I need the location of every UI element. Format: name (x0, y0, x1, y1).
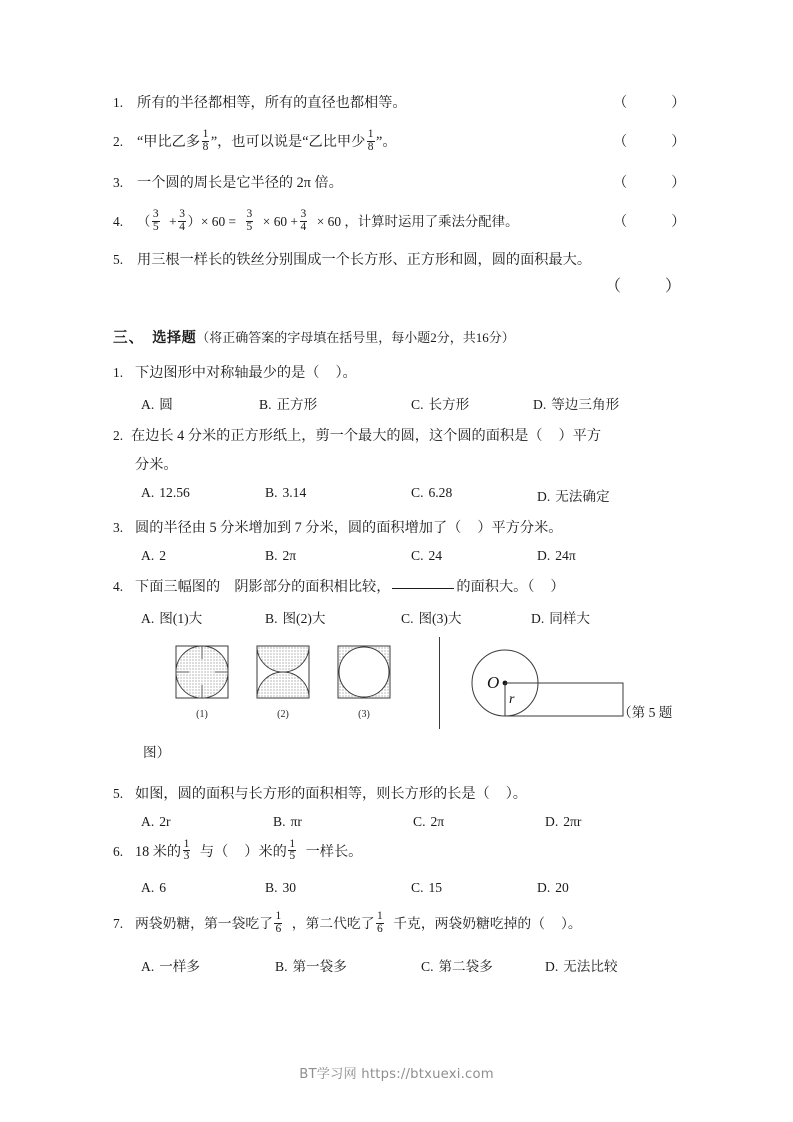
fraction-one-third: $\frac{1}{3}$ (183, 837, 190, 863)
fraction-one-sixth-a: $\frac{1}{6}$ (275, 910, 282, 935)
tf-item-3-text: 一个圆的周长是它半径的 2π 倍。 (137, 175, 343, 192)
question-1-option-d[interactable]: D. 等边三角形 (533, 396, 620, 412)
tf4-seg4: × 60 + (262, 214, 298, 230)
question-3-options (113, 548, 683, 564)
q7-b: ，第二代吃了 (291, 916, 375, 932)
square-minus-inscribed-circle-icon (333, 641, 395, 703)
question-7-text (135, 912, 683, 937)
question-5-text (135, 783, 683, 803)
fraction-one-sixth-b: $\frac{1}{6}$ (377, 910, 383, 935)
question-1-stem (113, 362, 683, 382)
question-7-number: 7. (113, 916, 124, 932)
q2-post: ）平方 (558, 427, 602, 444)
tf-item-2-answer-bracket[interactable]: （ ） (613, 133, 686, 150)
question-2-text (131, 425, 683, 445)
question-2-option-b[interactable]: B. 3.14 (265, 484, 307, 500)
tf-item-3-number: 3. (113, 175, 124, 191)
figure-2-cell (252, 641, 314, 720)
fraction-3-4-a: $\frac{3}{4}$ (179, 208, 185, 234)
question-1-options (113, 393, 683, 413)
tf-item-4-expression (137, 210, 613, 234)
question-7-stem (113, 912, 683, 937)
question-7-option-a[interactable]: A. 一样多 (141, 958, 200, 974)
tf-item-1-number: 1. (113, 95, 124, 110)
q2-pre: 在边长 4 分米的正方形纸上，剪一个最大的圆，这个圆的面积是（ (131, 427, 543, 444)
figure-1-caption: (1) (196, 708, 208, 720)
question-3-option-c[interactable]: C. 24 (411, 547, 443, 563)
tf-item-1-answer-bracket[interactable]: （ ） (613, 95, 686, 111)
q7-d: ）。 (561, 916, 582, 932)
section-title: 选择题 (152, 329, 197, 346)
question-1-option-b[interactable]: B. 正方形 (259, 396, 318, 412)
figure-3-cell (333, 641, 395, 720)
q4-mid: 的面积大。（ (456, 578, 535, 595)
radius-label-r: r (509, 691, 515, 707)
question-1-text (135, 362, 683, 382)
question-3 (113, 517, 683, 564)
question-4-stem (113, 576, 683, 596)
q3-pre: 圆的半径由 5 分米增加到 7 分米，圆的面积增加了（ (135, 519, 462, 536)
tf-item-3-answer-bracket[interactable]: （ ） (613, 175, 686, 192)
question-3-number: 3. (113, 519, 124, 535)
question-6-option-b[interactable]: B. 30 (265, 880, 297, 896)
tf-item-2-text (137, 127, 613, 154)
question-5-options (113, 814, 683, 830)
question-7-option-d[interactable]: D. 无法比较 (545, 958, 618, 974)
question-2-option-c[interactable]: C. 6.28 (411, 484, 453, 500)
tf-item-5-number: 5. (113, 251, 124, 267)
section-heading-multiple-choice (113, 326, 683, 347)
q6-c: ）米的 (244, 843, 287, 860)
figure-2-caption: (2) (277, 708, 289, 720)
section-subtitle: （将正确答案的字母填在括号里，每小题2分，共16分） (196, 329, 515, 345)
figure-block (113, 641, 683, 737)
question-6-option-a[interactable]: A. 6 (141, 880, 167, 896)
figure-divider (439, 637, 440, 729)
tf-item-1 (113, 92, 686, 112)
tf-item-5-bracket-row (113, 273, 683, 296)
circle-center-label-O: O (487, 672, 500, 692)
q6-d: 一样长。 (305, 843, 363, 860)
q3-post: ）平方分米。 (477, 519, 563, 536)
tf4-seg1: （ (137, 214, 151, 230)
question-5-stem (113, 783, 683, 803)
tf-item-2 (113, 127, 686, 154)
question-7 (113, 912, 683, 975)
question-3-stem (113, 517, 683, 537)
tf-item-1-text: 所有的半径都相等，所有的直径也都相等。 (137, 95, 407, 111)
q1-post: ）。 (335, 364, 357, 381)
question-1 (113, 362, 683, 413)
tf4-seg3: ）× 60 = (187, 214, 237, 230)
tf-item-3 (113, 172, 686, 192)
question-5 (113, 783, 683, 830)
question-6-number: 6. (113, 843, 124, 859)
question-2-option-d[interactable]: D. 无法确定 (537, 488, 610, 504)
question-4-answer-blank[interactable] (392, 588, 454, 589)
question-4-number: 4. (113, 578, 124, 594)
fraction-one-fifth: $\frac{1}{5}$ (289, 837, 296, 863)
figure-5-caption-part2: 图） (143, 744, 171, 760)
question-6-option-c[interactable]: C. 15 (411, 880, 443, 896)
two-curvilinear-triangles-in-square-icon (252, 641, 314, 703)
question-5-option-b[interactable]: B. πr (273, 813, 302, 829)
shaded-area-figure-set (171, 641, 395, 720)
question-5-number: 5. (113, 785, 124, 801)
question-7-options (113, 955, 683, 975)
fraction-3-5-a: $\frac{3}{5}$ (152, 208, 159, 234)
tf-item-4 (113, 208, 686, 234)
question-2-stem (113, 425, 683, 445)
question-4-option-c[interactable]: C. 图(3)大 (401, 610, 462, 626)
figure-1-cell (171, 641, 233, 720)
question-4-option-a[interactable]: A. 图(1)大 (141, 610, 203, 626)
question-1-option-c[interactable]: C. 长方形 (411, 396, 470, 412)
fraction-3-4-b: $\frac{3}{4}$ (300, 208, 307, 234)
question-7-option-b[interactable]: B. 第一袋多 (275, 958, 347, 974)
q5-pre: 如图，圆的面积与长方形的面积相等，则长方形的长是（ (135, 785, 490, 802)
question-6-options (113, 880, 683, 896)
fraction-3-5-b: $\frac{3}{5}$ (246, 208, 253, 234)
tf-item-5 (113, 249, 683, 269)
q1-pre: 下边图形中对称轴最少的是（ (135, 364, 320, 381)
question-5-option-d[interactable]: D. 2πr (545, 813, 582, 829)
question-3-text (135, 517, 683, 537)
question-3-option-b[interactable]: B. 2π (265, 547, 297, 563)
q7-a: 两袋奶糖，第一袋吃了 (135, 916, 273, 932)
question-2-number: 2. (113, 427, 124, 443)
tf4-seg5: × 60 ，计算时运用了乘法分配律。 (316, 214, 519, 230)
question-3-option-a[interactable]: A. 2 (141, 547, 167, 563)
q5-post: ）。 (505, 785, 527, 802)
four-point-star-in-square-icon (171, 641, 233, 703)
question-6 (113, 837, 683, 896)
question-4-option-b[interactable]: B. 图(2)大 (265, 610, 326, 626)
figure-3-caption: (3) (358, 708, 370, 720)
question-6-stem (113, 837, 683, 864)
question-5-option-c[interactable]: C. 2π (413, 813, 445, 829)
tf-item-4-answer-bracket[interactable]: （ ） (613, 214, 686, 231)
figure-5-caption-part1: （第 5 题 (618, 704, 673, 720)
question-4 (113, 576, 683, 627)
page-footer-watermark: BT学习网 https://btxuexi.com (299, 1067, 494, 1082)
fraction-one-eighth-b: $\frac{1}{8}$ (367, 127, 374, 153)
true-false-list (113, 92, 686, 296)
tf4-seg2: + (169, 214, 177, 230)
q6-a: 18 米的 (135, 843, 182, 860)
question-4-option-d[interactable]: D. 同样大 (531, 610, 590, 626)
question-5-option-a[interactable]: A. 2r (141, 813, 171, 829)
question-7-option-c[interactable]: C. 第二袋多 (421, 958, 493, 974)
section-number: 三、 (113, 329, 145, 346)
question-1-option-a[interactable]: A. 圆 (141, 396, 173, 412)
question-2-options (113, 485, 683, 505)
q4-pre: 下面三幅图的 阴影部分的面积相比较， (135, 578, 391, 595)
tf-item-2-post: ”。 (376, 133, 397, 150)
tf-item-5-answer-bracket[interactable]: （ ） (605, 277, 682, 295)
tf-item-2-mid: ”，也可以说是“乙比甲少 (210, 133, 366, 150)
tf-item-2-number: 2. (113, 133, 124, 149)
question-2-option-a[interactable]: A. 12.56 (141, 484, 190, 500)
question-6-option-d[interactable]: D. 20 (537, 880, 569, 896)
tf-item-5-text: 用三根一样长的铁丝分别围成一个长方形、正方形和圆，圆的面积最大。 (137, 251, 592, 268)
question-6-text (135, 837, 683, 864)
page-content (113, 92, 686, 984)
fraction-one-eighth-a: $\frac{1}{8}$ (202, 127, 209, 153)
question-4-options (113, 607, 683, 627)
q4-post: ） (550, 578, 565, 595)
tf-item-4-number: 4. (113, 214, 124, 230)
q6-b: 与（ (199, 843, 229, 860)
tf-item-2-pre: “甲比乙多 (137, 133, 201, 150)
question-2-stem-line2: 分米。 (135, 456, 178, 473)
question-4-text (135, 576, 683, 596)
question-3-option-d[interactable]: D. 24π (537, 547, 576, 563)
question-2 (113, 425, 683, 505)
question-1-number: 1. (113, 364, 124, 380)
q7-c: 千克，两袋奶糖吃掉的（ (393, 916, 546, 932)
